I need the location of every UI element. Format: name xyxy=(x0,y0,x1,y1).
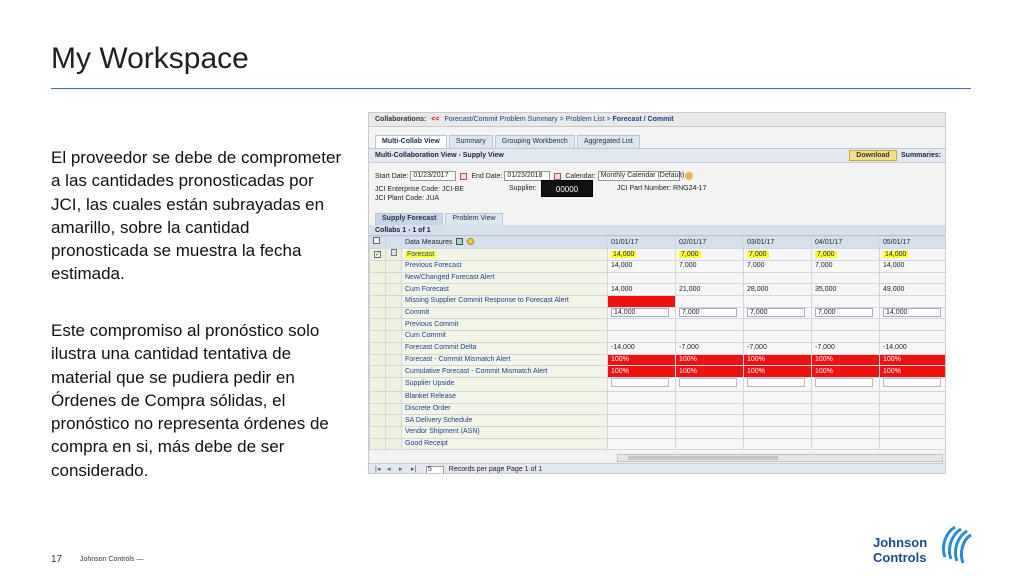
first-page-icon[interactable]: |◂ xyxy=(375,466,381,473)
tab-grouping-workbench[interactable]: Grouping Workbench xyxy=(495,135,575,148)
footer-text: Johnson Controls — xyxy=(80,556,144,563)
table-row xyxy=(370,284,946,296)
row-icon-cell xyxy=(386,342,402,354)
refresh-icon[interactable] xyxy=(685,172,693,180)
measure-label[interactable]: Good Receipt xyxy=(402,438,608,450)
row-check-cell xyxy=(370,261,386,273)
download-button[interactable]: Download xyxy=(849,150,897,161)
collabs-count: Collabs 1 - 1 of 1 xyxy=(369,225,945,236)
tab-problem-view[interactable]: Problem View xyxy=(445,213,502,225)
measure-label[interactable]: SA Delivery Schedule xyxy=(402,415,608,427)
commit-input[interactable]: 7,000 xyxy=(679,308,737,317)
next-page-icon[interactable]: ▸ xyxy=(398,466,403,473)
mismatch-alert-cell: 100% xyxy=(744,366,812,378)
mismatch-alert-cell: 100% xyxy=(608,354,676,366)
header-check-cell xyxy=(370,237,386,249)
measure-label[interactable]: Cumulative Forecast - Commit Mismatch Alert xyxy=(402,366,608,378)
value-cell xyxy=(812,331,880,343)
summaries-label: Summaries: xyxy=(901,152,942,159)
row-check-cell xyxy=(370,249,386,261)
johnson-controls-logo xyxy=(873,521,973,567)
row-icon-cell xyxy=(386,391,402,403)
pager xyxy=(369,463,946,474)
value-cell xyxy=(744,415,812,427)
supplier-code-box: 00000 xyxy=(541,180,593,197)
missing-alert-cell xyxy=(744,296,812,308)
row-icon-cell xyxy=(386,249,402,261)
value-cell: 7,000 xyxy=(676,261,744,273)
app-screenshot xyxy=(368,112,946,474)
logo-mark-icon xyxy=(939,521,973,567)
value-cell: 49,000 xyxy=(880,284,946,296)
records-per-page-label: Records per page xyxy=(448,466,505,473)
data-grid xyxy=(369,236,946,450)
missing-alert-cell xyxy=(608,296,676,308)
value-cell xyxy=(744,391,812,403)
logo-text-line-2: Controls xyxy=(873,550,927,565)
measure-label[interactable]: Blanket Release xyxy=(402,391,608,403)
page-size-select[interactable]: 5 xyxy=(426,466,444,474)
measure-label[interactable]: Vendor Shipment (ASN) xyxy=(402,426,608,438)
mismatch-alert-cell: 100% xyxy=(880,354,946,366)
paragraph-1: El proveedor se debe de comprometer a las cantidades pronosticadas por JCI, las cuales están subrayadas en amarillo, sobre la cantidad pronosticada se muestra la fecha estimada. xyxy=(51,148,342,284)
upside-input[interactable] xyxy=(611,378,669,387)
row-check-cell xyxy=(370,307,386,319)
measure-label[interactable]: Missing Supplier Commit Response to Forecast Alert xyxy=(402,296,608,308)
row-check-cell xyxy=(370,391,386,403)
date-header: 03/01/17 xyxy=(744,237,812,249)
date-header: 02/01/17 xyxy=(676,237,744,249)
commit-input[interactable]: 14,000 xyxy=(883,308,941,317)
value-cell: 14,000 xyxy=(880,261,946,273)
smiley-icon[interactable] xyxy=(467,238,474,245)
sub-tabs xyxy=(369,211,945,225)
row-check-cell xyxy=(370,377,386,391)
value-cell xyxy=(608,415,676,427)
mismatch-alert-cell: 100% xyxy=(880,366,946,378)
value-cell: 7,000 xyxy=(812,261,880,273)
commit-cell xyxy=(676,307,744,319)
measure-label[interactable]: Previous Commit xyxy=(402,319,608,331)
table-row xyxy=(370,426,946,438)
measure-label[interactable]: Forecast Commit Delta xyxy=(402,342,608,354)
breadcrumb-path[interactable]: Forecast/Commit Problem Summary > Problem List > xyxy=(444,116,611,123)
value-cell xyxy=(608,331,676,343)
table-row xyxy=(370,366,946,378)
title-divider xyxy=(51,88,971,89)
forecast-label[interactable]: Forecast xyxy=(407,250,435,258)
slide-title: My Workspace xyxy=(51,42,249,75)
value-cell xyxy=(676,272,744,284)
value-cell xyxy=(880,426,946,438)
value-cell xyxy=(880,403,946,415)
breadcrumb-current: Forecast / Commit xyxy=(612,116,674,123)
value-cell xyxy=(676,319,744,331)
calendar-icon[interactable] xyxy=(554,173,561,180)
select-all-checkbox[interactable] xyxy=(373,237,380,244)
row-check-cell xyxy=(370,366,386,378)
commit-cell xyxy=(880,307,946,319)
paragraph-2: Este compromiso al pronóstico solo ilustra una cantidad tentativa de material que se pudiera pedir en Órdenes de Compra sólidas, el pronóstico no representa órdenes de compra en si, más debe de ser considerado. xyxy=(51,321,329,480)
code-info xyxy=(375,185,464,203)
mismatch-alert-cell: 100% xyxy=(812,366,880,378)
row-check-cell xyxy=(370,342,386,354)
upside-input[interactable] xyxy=(815,378,873,387)
forecast-value-highlight: 7,000 xyxy=(817,250,835,258)
row-check-cell xyxy=(370,354,386,366)
value-cell xyxy=(812,403,880,415)
measure-label[interactable]: Discrete Order xyxy=(402,403,608,415)
row-icon-cell xyxy=(386,366,402,378)
value-cell: -14,000 xyxy=(608,342,676,354)
value-cell: 21,000 xyxy=(676,284,744,296)
mismatch-alert-cell: 100% xyxy=(676,354,744,366)
commit-cell xyxy=(608,307,676,319)
value-cell: 7,000 xyxy=(744,261,812,273)
grid-header-row xyxy=(370,237,946,249)
value-cell xyxy=(744,331,812,343)
logo-text-line-1: Johnson xyxy=(873,535,928,550)
row-checkbox[interactable]: ✓ xyxy=(375,251,381,258)
value-cell xyxy=(676,438,744,450)
supplier-label: Supplier: xyxy=(509,185,537,192)
table-row xyxy=(370,354,946,366)
calendar-label: Calendar: xyxy=(565,172,596,180)
value-cell xyxy=(744,272,812,284)
value-cell: 14,000 xyxy=(608,261,676,273)
row-icon-cell xyxy=(386,403,402,415)
breadcrumb xyxy=(369,113,945,127)
table-row xyxy=(370,377,946,391)
back-link[interactable]: << xyxy=(431,116,440,123)
value-cell xyxy=(880,438,946,450)
calendar-icon[interactable] xyxy=(460,173,467,180)
row-check-cell xyxy=(370,403,386,415)
scrollbar-thumb[interactable] xyxy=(628,456,778,460)
calendar-select[interactable]: Monthly Calendar (Default) xyxy=(598,171,680,181)
missing-alert-cell xyxy=(676,296,744,308)
table-row xyxy=(370,319,946,331)
measure-label[interactable]: Forecast - Commit Mismatch Alert xyxy=(402,354,608,366)
table-row xyxy=(370,438,946,450)
commit-input[interactable]: 7,000 xyxy=(815,308,873,317)
date-header: 01/01/17 xyxy=(608,237,676,249)
forecast-value xyxy=(608,249,676,261)
row-check-cell xyxy=(370,426,386,438)
date-header: 05/01/17 xyxy=(880,237,946,249)
header-icon-cell xyxy=(386,237,402,249)
forecast-value xyxy=(676,249,744,261)
row-icon-cell xyxy=(386,272,402,284)
value-cell: 28,000 xyxy=(744,284,812,296)
table-row xyxy=(370,307,946,319)
value-cell xyxy=(744,438,812,450)
table-row xyxy=(370,249,946,261)
mismatch-alert-cell: 100% xyxy=(676,366,744,378)
end-date-input[interactable]: 01/23/2018 xyxy=(504,171,550,181)
value-cell: 14,000 xyxy=(608,284,676,296)
commit-input[interactable]: 14,000 xyxy=(611,308,669,317)
value-cell xyxy=(676,403,744,415)
measure-label[interactable]: Cum Forecast xyxy=(402,284,608,296)
forecast-value-highlight: 7,000 xyxy=(681,250,699,258)
measure-label[interactable] xyxy=(402,249,608,261)
upside-input[interactable] xyxy=(679,378,737,387)
measure-label[interactable]: Cum Commit xyxy=(402,331,608,343)
row-check-cell xyxy=(370,296,386,308)
value-cell xyxy=(608,272,676,284)
row-icon-cell xyxy=(386,331,402,343)
upside-input[interactable] xyxy=(747,378,805,387)
table-row xyxy=(370,391,946,403)
plant-code: JCI Plant Code: JUA xyxy=(375,195,440,202)
end-date-label: End Date: xyxy=(471,172,503,180)
view-title-bar xyxy=(369,149,945,163)
upside-cell xyxy=(744,377,812,391)
commit-cell xyxy=(744,307,812,319)
table-row xyxy=(370,261,946,273)
missing-alert-cell xyxy=(880,296,946,308)
date-filter-row xyxy=(375,171,693,181)
value-cell xyxy=(676,331,744,343)
value-cell xyxy=(608,426,676,438)
row-check-cell xyxy=(370,415,386,427)
row-icon-cell xyxy=(386,296,402,308)
value-cell xyxy=(880,272,946,284)
value-cell xyxy=(812,426,880,438)
data-measures-header xyxy=(402,237,608,249)
table-row xyxy=(370,403,946,415)
table-row xyxy=(370,331,946,343)
horizontal-scrollbar[interactable] xyxy=(617,454,943,462)
tab-summary[interactable]: Summary xyxy=(449,135,493,148)
date-header: 04/01/17 xyxy=(812,237,880,249)
tab-supply-forecast[interactable]: Supply Forecast xyxy=(375,213,443,225)
upside-cell xyxy=(608,377,676,391)
forecast-value-highlight: 14,000 xyxy=(885,250,907,258)
row-icon-cell xyxy=(386,284,402,296)
upside-input[interactable] xyxy=(883,378,941,387)
value-cell xyxy=(812,391,880,403)
measures-settings-icon[interactable] xyxy=(456,238,463,245)
page-indicator: Page 1 of 1 xyxy=(506,466,543,473)
measure-label[interactable]: Supplier Upside xyxy=(402,377,608,391)
part-number: JCI Part Number: RNG24-17 xyxy=(617,185,707,192)
start-date-input[interactable]: 01/23/2017 xyxy=(410,171,456,181)
mismatch-alert-cell: 100% xyxy=(812,354,880,366)
commit-cell xyxy=(812,307,880,319)
forecast-value xyxy=(744,249,812,261)
row-check-cell xyxy=(370,272,386,284)
measure-label[interactable]: Commit xyxy=(402,307,608,319)
row-check-cell xyxy=(370,438,386,450)
value-cell xyxy=(608,391,676,403)
table-row xyxy=(370,415,946,427)
value-cell xyxy=(812,415,880,427)
logo-text xyxy=(873,535,927,565)
last-page-icon[interactable]: ▸| xyxy=(410,466,417,473)
row-check-cell xyxy=(370,284,386,296)
measure-label[interactable]: New/Changed Forecast Alert xyxy=(402,272,608,284)
value-cell xyxy=(812,319,880,331)
data-measures-label: Data Measures xyxy=(405,238,453,246)
row-icon-cell xyxy=(386,438,402,450)
value-cell xyxy=(676,391,744,403)
value-cell xyxy=(744,426,812,438)
value-cell xyxy=(880,319,946,331)
value-cell: -7,000 xyxy=(744,342,812,354)
table-row xyxy=(370,342,946,354)
row-icon-cell xyxy=(386,261,402,273)
upside-cell xyxy=(676,377,744,391)
tab-multi-collab-view[interactable]: Multi-Collab View xyxy=(375,135,447,148)
filter-panel xyxy=(369,163,945,211)
row-check-cell xyxy=(370,331,386,343)
prev-page-icon[interactable]: ◂ xyxy=(386,466,391,473)
forecast-value-highlight: 7,000 xyxy=(749,250,767,258)
table-row xyxy=(370,272,946,284)
value-cell xyxy=(880,331,946,343)
row-icon-cell xyxy=(386,426,402,438)
breadcrumb-title: Collaborations: xyxy=(375,116,427,123)
row-icon-cell xyxy=(386,319,402,331)
commit-input[interactable]: 7,000 xyxy=(747,308,805,317)
value-cell: -14,000 xyxy=(880,342,946,354)
row-icon-cell xyxy=(386,377,402,391)
value-cell: -7,000 xyxy=(676,342,744,354)
row-check-cell xyxy=(370,319,386,331)
value-cell xyxy=(812,272,880,284)
upside-cell xyxy=(880,377,946,391)
upside-cell xyxy=(812,377,880,391)
value-cell xyxy=(880,415,946,427)
view-title: Multi-Collaboration View - Supply View xyxy=(375,152,504,159)
value-cell xyxy=(812,438,880,450)
row-icon-cell xyxy=(386,415,402,427)
value-cell xyxy=(608,403,676,415)
row-icon-cell xyxy=(386,354,402,366)
table-row xyxy=(370,296,946,308)
page-number: 17 xyxy=(51,554,63,565)
value-cell xyxy=(880,391,946,403)
forecast-value xyxy=(812,249,880,261)
value-cell: -7,000 xyxy=(812,342,880,354)
main-tabs xyxy=(369,133,945,149)
tab-aggregated-list[interactable]: Aggregated List xyxy=(577,135,640,148)
mismatch-alert-cell: 100% xyxy=(608,366,676,378)
value-cell xyxy=(608,319,676,331)
missing-alert-cell xyxy=(812,296,880,308)
edit-row-icon[interactable] xyxy=(391,249,397,256)
start-date-label: Start Date: xyxy=(375,172,409,180)
value-cell xyxy=(608,438,676,450)
value-cell xyxy=(676,426,744,438)
value-cell xyxy=(676,415,744,427)
mismatch-alert-cell: 100% xyxy=(744,354,812,366)
value-cell xyxy=(744,319,812,331)
value-cell xyxy=(744,403,812,415)
forecast-value-highlight: 14,000 xyxy=(613,250,635,258)
forecast-value xyxy=(880,249,946,261)
value-cell: 35,000 xyxy=(812,284,880,296)
row-icon-cell xyxy=(386,307,402,319)
measure-label[interactable]: Previous Forecast xyxy=(402,261,608,273)
enterprise-code: JCI Enterprise Code: JCI-BE xyxy=(375,186,465,193)
